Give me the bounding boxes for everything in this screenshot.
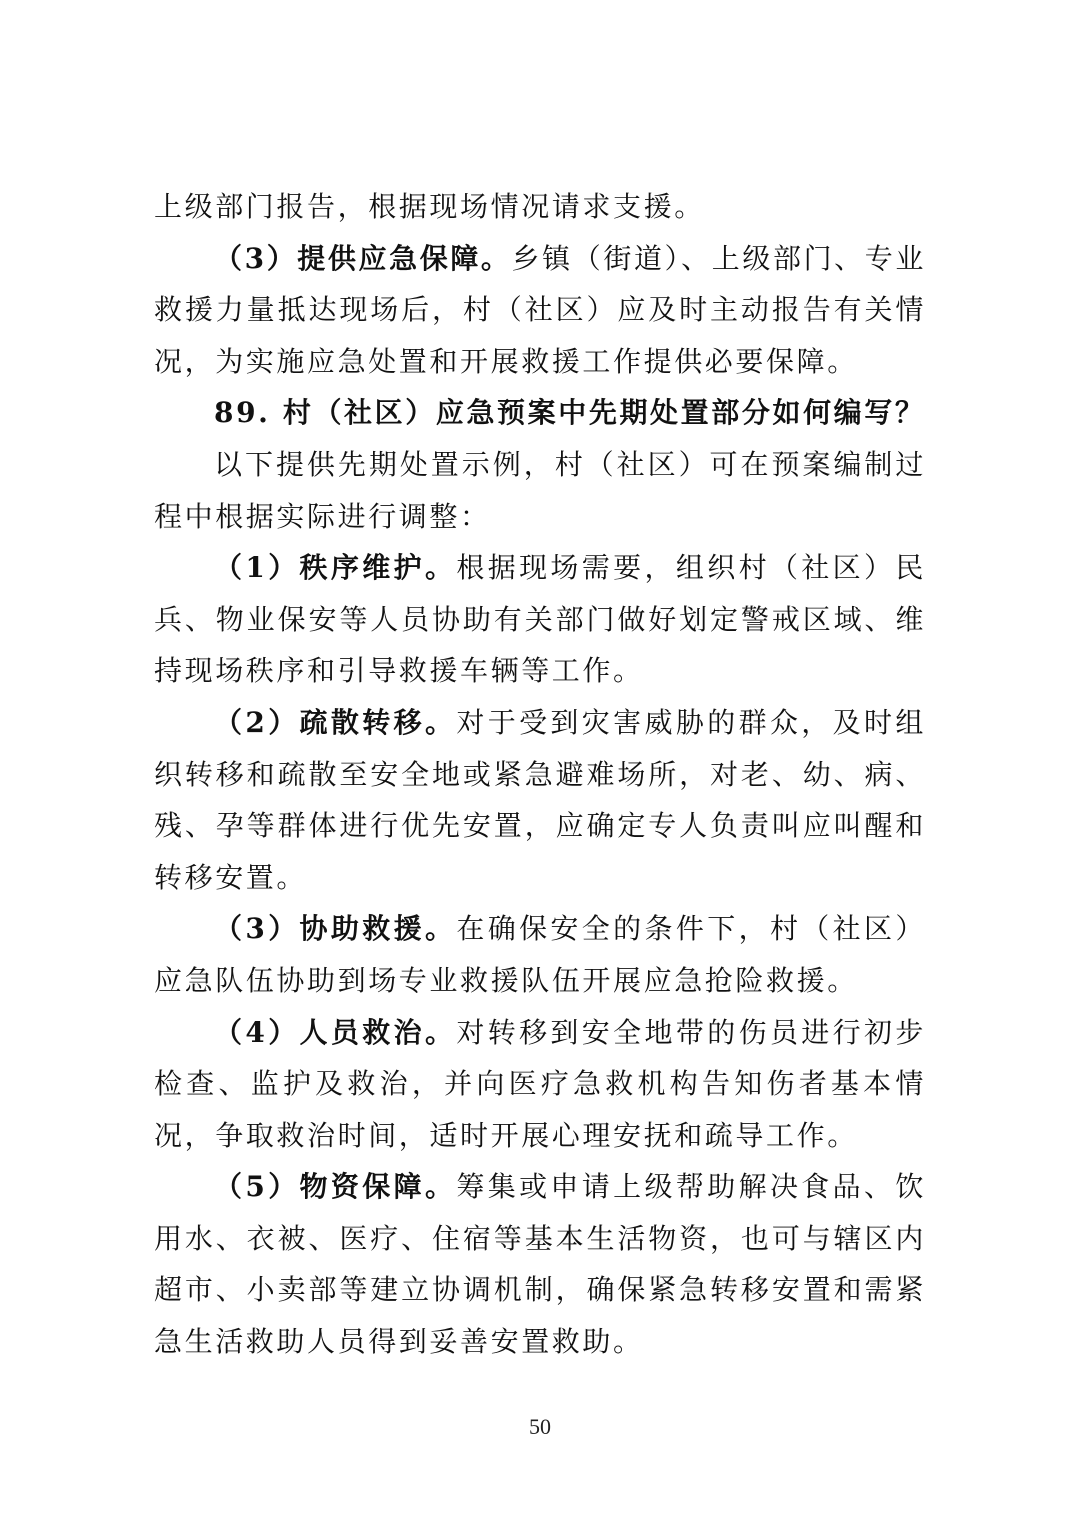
paragraph-text: 在确保安全的条件下，村（社区）应急队伍协助到场专业救援队伍开展应急抢险救援。 xyxy=(154,912,926,997)
heading-text: 89. 村（社区）应急预案中先期处置部分如何编写？ xyxy=(214,396,926,430)
paragraph-text: 上级部门报告，根据现场情况请求支援。 xyxy=(154,190,705,223)
paragraph-lead: （5）物资保障。 xyxy=(214,1170,457,1204)
paragraph-intro xyxy=(154,439,926,542)
paragraph-order-maintenance xyxy=(154,542,926,697)
paragraph-lead: （2）疏散转移。 xyxy=(214,705,457,739)
paragraph-lead: （3）提供应急保障。 xyxy=(214,241,512,275)
body-text xyxy=(154,181,926,1368)
paragraph-lead: （4）人员救治。 xyxy=(214,1015,457,1049)
page-number: 50 xyxy=(529,1414,551,1439)
paragraph-text: 对于受到灾害威胁的群众，及时组织转移和疏散至安全地或紧急避难场所，对老、幼、病、残、孕等群体进行优先安置，应确定专人负责叫应叫醒和转移安置。 xyxy=(154,705,926,894)
paragraph-lead: （1）秩序维护。 xyxy=(214,551,457,585)
section-heading xyxy=(154,387,926,439)
paragraph-assist-rescue xyxy=(154,903,926,1006)
paragraph-casualty-treatment xyxy=(154,1007,926,1162)
paragraph-text: 乡镇（街道）、上级部门、专业救援力量抵达现场后，村（社区）应及时主动报告有关情况，为实施应急处置和开展救援工作提供必要保障。 xyxy=(154,241,926,378)
paragraph-text: 对转移到安全地带的伤员进行初步检查、监护及救治，并向医疗急救机构告知伤者基本情况，争取救治时间，适时开展心理安抚和疏导工作。 xyxy=(154,1015,926,1152)
paragraph-evacuation xyxy=(154,697,926,903)
paragraph-provide-guarantee xyxy=(154,233,926,388)
paragraph-material-supply xyxy=(154,1161,926,1367)
paragraph-text: 根据现场需要，组织村（社区）民兵、物业保安等人员协助有关部门做好划定警戒区域、维持现场秩序和引导救援车辆等工作。 xyxy=(154,551,926,688)
paragraph-text: 以下提供先期处置示例，村（社区）可在预案编制过程中根据实际进行调整： xyxy=(154,447,926,533)
paragraph-lead: （3）协助救援。 xyxy=(214,912,457,946)
paragraph-text: 筹集或申请上级帮助解决食品、饮用水、衣被、医疗、住宿等基本生活物资，也可与辖区内超市、小卖部等建立协调机制，确保紧急转移安置和需紧急生活救助人员得到妥善安置救助。 xyxy=(154,1170,926,1359)
paragraph-continuation xyxy=(154,181,926,233)
